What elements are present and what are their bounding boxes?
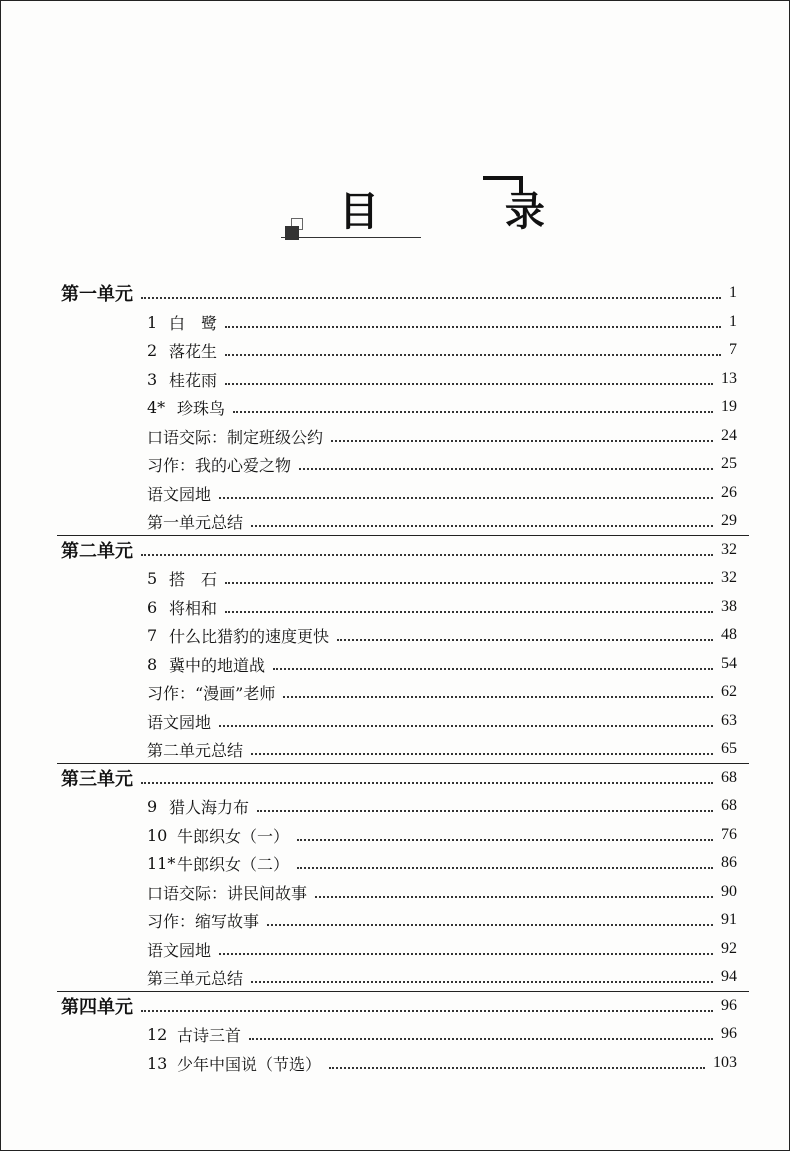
dot-leader [267,922,713,926]
dot-leader [225,609,713,613]
page-number: 13 [721,370,737,387]
entry-title: 第二单元 [61,541,133,562]
page-number: 19 [721,398,737,415]
dot-leader [273,666,713,670]
toc-item-entry[interactable] [147,423,737,449]
entry-title: 什么比猎豹的速度更快 [169,626,330,646]
dot-leader [233,409,713,413]
entry-title: 落花生 [169,341,218,361]
toc-item-entry[interactable] [147,451,737,477]
entry-title: 桂花雨 [169,370,218,390]
dot-leader [225,352,721,356]
entry-title: 第一单元总结 [147,512,244,532]
entry-title: 冀中的地道战 [169,655,266,675]
toc-item-entry[interactable] [147,850,737,876]
unit-divider-line [57,535,749,536]
toc-item-entry[interactable] [147,366,737,392]
entry-title: 古诗三首 [177,1025,242,1045]
dot-leader [337,637,713,641]
page-number: 1 [729,313,737,330]
dot-leader [331,438,713,442]
dot-leader [141,780,713,784]
lesson-number: 12 [147,1024,168,1044]
entry-title: 习作：我的心爱之物 [147,455,292,475]
toc-item-entry[interactable] [147,964,737,990]
page-number: 48 [721,626,737,643]
lesson-number: 1 [147,312,158,332]
page-number: 103 [713,1054,737,1071]
entry-title: 第三单元总结 [147,968,244,988]
toc-item-entry[interactable] [147,622,737,648]
entry-title: 口语交际：制定班级公约 [147,427,324,447]
entry-title: 牛郎织女（二） [177,854,290,874]
toc-item-entry[interactable] [147,309,737,335]
toc-item-entry[interactable] [147,822,737,848]
toc-unit-entry[interactable] [61,537,737,563]
unit-divider-line [57,991,749,992]
lesson-number: 5 [147,568,158,588]
page-number: 1 [729,284,737,301]
toc-item-entry[interactable] [147,508,737,534]
page-number: 29 [721,512,737,529]
page-number: 68 [721,797,737,814]
page-number: 63 [721,712,737,729]
page-number: 38 [721,598,737,615]
dot-leader [225,381,713,385]
toc-item-entry[interactable] [147,394,737,420]
lesson-number: 4* [147,397,166,417]
page-number: 54 [721,655,737,672]
page-number: 65 [721,740,737,757]
page-number: 26 [721,484,737,501]
dot-leader [141,1008,713,1012]
dot-leader [225,324,721,328]
dot-leader [251,751,713,755]
page-number: 62 [721,683,737,700]
toc-item-entry[interactable] [147,793,737,819]
page-number: 32 [721,569,737,586]
title-underline [281,237,421,238]
toc-item-entry[interactable] [147,736,737,762]
toc-item-entry[interactable] [147,565,737,591]
dot-leader [297,865,713,869]
toc-item-entry[interactable] [147,879,737,905]
lesson-number: 2 [147,340,158,360]
entry-title: 习作：缩写故事 [147,911,260,931]
toc-item-entry[interactable] [147,480,737,506]
entry-title: 搭 石 [169,569,218,589]
lesson-number: 11* [147,853,176,873]
dot-leader [329,1065,705,1069]
entry-title: 牛郎织女（一） [177,826,290,846]
unit-divider-line [57,763,749,764]
lesson-number: 9 [147,796,158,816]
entry-title: 珍珠鸟 [177,398,226,418]
dot-leader [257,808,713,812]
dot-leader [251,523,713,527]
page-number: 86 [721,854,737,871]
dot-leader [251,979,713,983]
toc-item-entry[interactable] [147,907,737,933]
toc-item-entry[interactable] [147,1050,737,1076]
lesson-number: 10 [147,825,168,845]
toc-item-entry[interactable] [147,708,737,734]
dot-leader [141,295,721,299]
dot-leader [219,723,713,727]
toc-item-entry[interactable] [147,936,737,962]
dot-leader [219,495,713,499]
page-number: 92 [721,940,737,957]
page-number: 94 [721,968,737,985]
page-number: 96 [721,1025,737,1042]
entry-title: 口语交际：讲民间故事 [147,883,308,903]
toc-item-entry[interactable] [147,594,737,620]
dot-leader [219,951,713,955]
page-number: 24 [721,427,737,444]
page-title: 目 录 [339,188,601,235]
page-number: 90 [721,883,737,900]
entry-title: 白 鹭 [169,313,218,333]
lesson-number: 8 [147,654,158,674]
entry-title: 语文园地 [147,940,212,960]
page-number: 96 [721,997,737,1014]
page-number: 25 [721,455,737,472]
page-number: 91 [721,911,737,928]
toc-item-entry[interactable] [147,1021,737,1047]
toc-unit-entry[interactable] [61,993,737,1019]
entry-title: 第三单元 [61,769,133,790]
dot-leader [299,466,713,470]
entry-title: 语文园地 [147,712,212,732]
toc-item-entry[interactable] [147,337,737,363]
dot-leader [315,894,713,898]
entry-title: 习作：“漫画”老师 [147,683,276,703]
entry-title: 将相和 [169,598,218,618]
dot-leader [249,1036,713,1040]
toc-item-entry[interactable] [147,679,737,705]
dot-leader [297,837,713,841]
entry-title: 第二单元总结 [147,740,244,760]
page-number: 76 [721,826,737,843]
entry-title: 少年中国说（节选） [177,1054,322,1074]
lesson-number: 13 [147,1053,168,1073]
entry-title: 猎人海力布 [169,797,250,817]
page-number: 32 [721,541,737,558]
dot-leader [225,580,713,584]
dot-leader [141,552,713,556]
toc-unit-entry[interactable] [61,280,737,306]
lesson-number: 7 [147,625,158,645]
toc-item-entry[interactable] [147,651,737,677]
page-number: 68 [721,769,737,786]
page-number: 7 [729,341,737,358]
lesson-number: 6 [147,597,158,617]
toc-title-block [277,166,601,246]
entry-title: 第四单元 [61,997,133,1018]
entry-title: 语文园地 [147,484,212,504]
entry-title: 第一单元 [61,284,133,305]
dot-leader [283,694,713,698]
lesson-number: 3 [147,369,158,389]
toc-unit-entry[interactable] [61,765,737,791]
